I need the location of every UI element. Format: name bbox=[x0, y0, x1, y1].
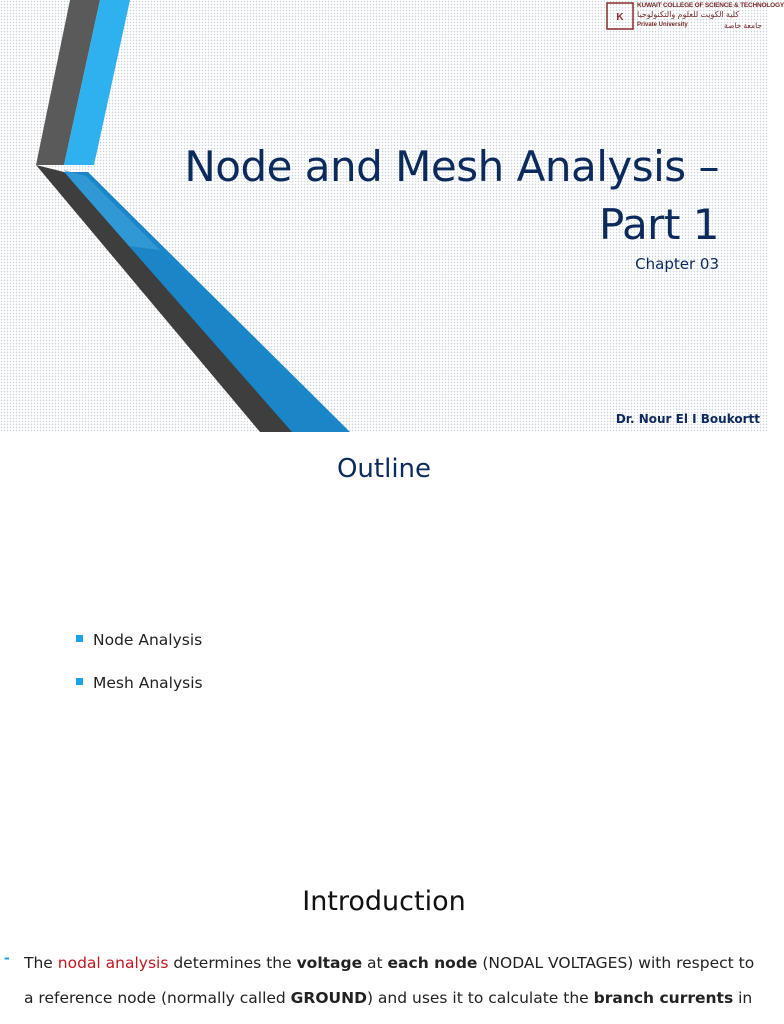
svg-text:K: K bbox=[616, 12, 624, 23]
logo-arabic-name: كلية الكويت للعلوم والتكنولوجيا bbox=[637, 10, 740, 19]
bold-branch-currents: branch currents bbox=[593, 989, 734, 1007]
square-bullet-icon bbox=[76, 678, 83, 685]
dash-bullet: - bbox=[4, 948, 10, 967]
bold-voltage: voltage bbox=[296, 954, 363, 972]
slide-title: Node and Mesh Analysis – Part 1 bbox=[184, 142, 719, 249]
square-bullet-icon bbox=[76, 635, 83, 642]
logo-private-university: Private University bbox=[637, 22, 688, 28]
kcst-logo-icon bbox=[606, 2, 634, 30]
outline-slide bbox=[0, 432, 768, 864]
slide-subtitle: Chapter 03 bbox=[635, 255, 719, 273]
text-run: determines the bbox=[168, 954, 297, 972]
text-run: The bbox=[24, 954, 58, 972]
author-name: Dr. Nour El I Boukortt bbox=[615, 412, 760, 426]
bold-each-node: each node bbox=[387, 954, 478, 972]
logo-private-university-arabic: جامعة خاصة bbox=[724, 21, 762, 30]
logo-english-name: KUWAIT COLLEGE OF SCIENCE & TECHNOLOGY bbox=[637, 2, 784, 9]
outline-list bbox=[76, 631, 203, 717]
highlight-nodal-analysis: nodal analysis bbox=[57, 954, 169, 972]
college-logo bbox=[606, 2, 784, 32]
outline-title: Outline bbox=[336, 454, 432, 484]
text-run: at bbox=[362, 954, 388, 972]
list-item bbox=[76, 674, 203, 717]
title-slide bbox=[0, 0, 784, 432]
text-run: ) and uses it to calculate the bbox=[366, 989, 594, 1007]
text-run: (NODAL VOLTAGES) with respect to a reference node (normally called bbox=[24, 954, 755, 1007]
list-item bbox=[76, 631, 203, 674]
introduction-slide bbox=[0, 864, 768, 1024]
bold-ground: GROUND bbox=[290, 989, 367, 1007]
introduction-paragraph bbox=[24, 946, 768, 1016]
text-run: in bbox=[733, 989, 753, 1007]
outline-item-label: Mesh Analysis bbox=[93, 674, 203, 692]
introduction-title: Introduction bbox=[302, 886, 466, 917]
outline-item-label: Node Analysis bbox=[93, 631, 203, 649]
